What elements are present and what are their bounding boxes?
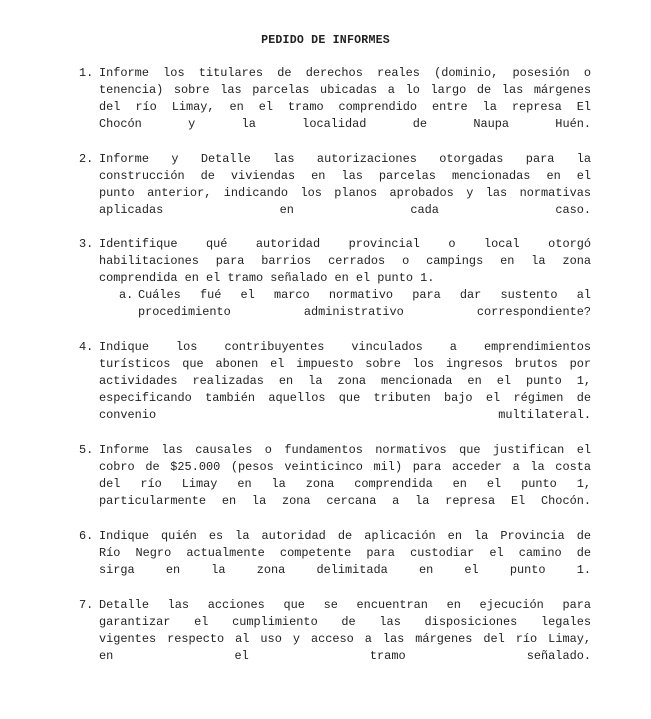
item-text: [99, 65, 591, 133]
item-line: convenio multilateral.: [99, 408, 591, 423]
list-item-2: [79, 151, 591, 219]
item-line: procedimiento administrativo correspondiente?: [138, 305, 591, 320]
item-text: [99, 236, 591, 321]
list-item-3: [79, 236, 591, 321]
item-line: tenencia) sobre las parcelas ubicadas a lo largo de las márgenes: [99, 83, 591, 98]
item-line: Indique quién es la autoridad de aplicación en la Provincia de: [99, 529, 591, 543]
item-line: cobro de $25.000 (pesos veinticinco mil) para acceder a la costa: [99, 460, 591, 475]
item-line: sirga en la zona delimitada en el punto 1.: [99, 563, 591, 578]
item-line: particularmente en la zona cercana a la represa El Chocón.: [99, 494, 591, 509]
list-item-7: [79, 597, 591, 665]
item-line: Informe las causales o fundamentos normativos que justifican el: [99, 443, 591, 457]
item-number: 1.: [79, 66, 94, 80]
item-line: Informe los titulares de derechos reales (dominio, posesión o: [99, 66, 591, 80]
item-text: [99, 339, 591, 424]
item-number: 5.: [79, 443, 94, 457]
item-line: habilitaciones para barrios cerrados o campings en la zona: [99, 254, 591, 269]
item-line: especificando también aquellos que tributen bajo el régimen de: [99, 391, 591, 406]
item-line: Informe y Detalle las autorizaciones otorgadas para la: [99, 152, 591, 166]
item-line: Identifique qué autoridad provincial o local otorgó: [99, 237, 591, 251]
item-line: aplicadas en cada caso.: [99, 203, 591, 218]
item-line: actividades realizadas en la zona mencionada en el punto 1,: [99, 374, 591, 389]
sub-item-number: a.: [119, 288, 134, 303]
item-line: garantizar el cumplimiento de las disposiciones legales: [99, 615, 591, 630]
list-item-6: [79, 528, 591, 579]
item-line: turísticos que abonen el impuesto sobre los ingresos brutos por: [99, 357, 591, 372]
item-line: Indique los contribuyentes vinculados a emprendimientos: [99, 340, 591, 354]
item-number: 7.: [79, 598, 94, 612]
item-line: del río Limay, en el tramo comprendido entre la represa El: [99, 100, 591, 115]
list-item-4: [79, 339, 591, 424]
item-line: Río Negro actualmente competente para custodiar el camino de: [99, 546, 591, 561]
item-line: en el tramo señalado.: [99, 649, 591, 664]
item-text: [99, 442, 591, 510]
item-line: Chocón y la localidad de Naupa Huén.: [99, 117, 591, 132]
item-line: construcción de viviendas en las parcelas mencionadas en el: [99, 169, 591, 184]
item-line: Cuáles fué el marco normativo para dar sustento al: [138, 288, 591, 303]
item-line: vigentes respecto al uso y acceso a las márgenes del río Limay,: [99, 632, 591, 647]
item-number: 4.: [79, 340, 94, 354]
sub-item-a: [119, 287, 591, 321]
item-number: 2.: [79, 152, 94, 166]
document-title: PEDIDO DE INFORMES: [261, 34, 390, 47]
item-number: 6.: [79, 529, 94, 543]
item-text: [99, 528, 591, 579]
sub-item-text: [138, 287, 591, 321]
item-line: del río Limay en la zona comprendida en el punto 1,: [99, 477, 591, 492]
item-line: Detalle las acciones que se encuentran en ejecución para: [99, 598, 591, 612]
item-number: 3.: [79, 237, 94, 251]
list-item-1: [79, 65, 591, 133]
item-line: punto anterior, indicando los planos aprobados y las normativas: [99, 186, 591, 201]
item-line: comprendida en el tramo señalado en el punto 1.: [99, 271, 435, 286]
item-text: [99, 151, 591, 219]
list-item-5: [79, 442, 591, 510]
item-text: [99, 597, 591, 665]
